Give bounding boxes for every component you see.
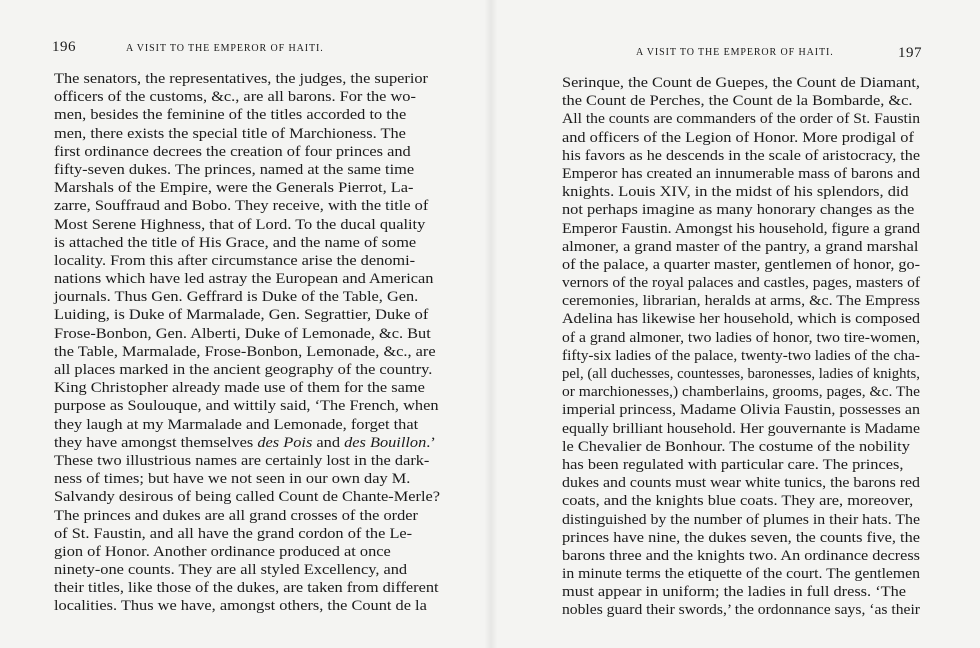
right-text-line-content: ceremonies, librarian, heralds at arms, &c. The Empress	[562, 293, 921, 310]
left-text-line-content: King Christopher already made use of them for the same	[54, 380, 425, 397]
right-text-line-content: has been regulated with particular care. The princes,	[562, 456, 904, 473]
right-text-line-content: All the counts are commanders of the order of St. Faustin	[562, 111, 920, 128]
right-text-line	[562, 220, 920, 238]
right-text-line	[562, 110, 920, 128]
right-text-line-content: in minute terms the etiquette of the court. The gentlemen	[562, 566, 921, 583]
left-text-line	[54, 234, 440, 252]
left-text-line	[54, 579, 440, 597]
left-text-line	[54, 143, 440, 161]
left-text-line	[54, 125, 440, 143]
left-text-line	[54, 507, 440, 525]
right-text-line-content: must appear in uniform; the ladies in full dress. ‘The	[562, 584, 907, 601]
right-text-line	[562, 238, 920, 256]
left-text-line	[54, 525, 440, 543]
right-text-line	[562, 129, 920, 147]
right-text-line-content: fifty-six ladies of the palace, twenty-two ladies of the cha-	[562, 347, 921, 364]
left-text-line-content: their titles, like those of the dukes, are taken from different	[54, 580, 439, 597]
right-text-line	[562, 420, 920, 438]
right-text-line-content: of the palace, a quarter master, gentlemen of honor, go-	[562, 256, 920, 273]
right-text-line	[562, 310, 920, 328]
right-text-line-content: his favors as he descends in the scale of aristocracy, the	[562, 147, 920, 164]
right-text-line	[562, 201, 920, 219]
right-page-number: 197	[898, 45, 922, 61]
italic-des-bouillon: des Bouillon	[344, 434, 427, 451]
italic-line-lead: they have amongst themselves	[54, 434, 258, 451]
left-text-line-content: first ordinance decrees the creation of four princes and	[54, 143, 411, 160]
right-text-line	[562, 474, 920, 492]
right-text-line	[562, 165, 920, 183]
left-text-line	[54, 216, 440, 234]
left-text-line-content: ninety-one counts. They are all styled Excellency, and	[54, 562, 408, 579]
left-text-line-content	[54, 434, 436, 452]
right-text-line	[562, 601, 920, 619]
right-text-line-content: vernors of the royal palaces and castles, pages, masters of	[562, 275, 920, 292]
right-text-line-content: the Count de Perches, the Count de la Bombarde, &c.	[562, 93, 913, 110]
right-text-line	[562, 529, 920, 547]
right-text-line-content: almoner, a grand master of the pantry, a grand marshal	[562, 238, 919, 255]
right-text-line-content: Emperor has created an innumerable mass of barons and	[562, 165, 920, 182]
left-text-line-content: The senators, the representatives, the judges, the superior	[54, 71, 429, 87]
left-text-line	[54, 379, 440, 397]
left-text-line	[54, 88, 440, 106]
right-text-line-content: equally brilliant household. Her gouvernante is Madame	[562, 420, 921, 437]
right-page-body	[562, 74, 920, 620]
right-text-line	[562, 565, 920, 583]
left-text-line-content: localities. Thus we have, amongst others, the Count de la	[54, 598, 427, 615]
right-text-line-content: Adelina has likewise her household, which is composed	[562, 311, 920, 328]
left-page	[0, 0, 488, 648]
left-text-line	[54, 179, 440, 197]
right-text-line	[562, 147, 920, 165]
left-text-line	[54, 252, 440, 270]
right-text-line-content: Emperor Faustin. Amongst his household, figure a grand	[562, 220, 921, 237]
left-text-line-content: fifty-seven dukes. The princes, named at the same time	[54, 161, 415, 178]
italic-des-pois: des Pois	[257, 434, 313, 451]
left-text-line-content: Marshals of the Empire, were the Generals Pierrot, La-	[54, 180, 414, 197]
left-text-line-content: they laugh at my Marmalade and Lemonade, forget that	[54, 416, 419, 433]
right-text-line	[562, 347, 920, 365]
left-text-line-content: Frose-Bonbon, Gen. Alberti, Duke of Lemonade, &c. But	[54, 325, 431, 342]
right-text-line-content: princes have nine, the dukes seven, the counts five, the	[562, 529, 920, 546]
left-text-line	[54, 197, 440, 215]
right-text-line-content: imperial princess, Madame Olivia Faustin, possesses an	[562, 402, 921, 419]
left-text-line	[54, 543, 440, 561]
right-text-line	[562, 511, 920, 529]
right-text-line-content: Serinque, the Count de Guepes, the Count de Diamant,	[562, 75, 921, 91]
right-text-line-content: coats, and the knights blue coats. They are, moreover,	[562, 493, 914, 510]
italic-line-tail: .’	[426, 434, 436, 451]
left-text-line	[54, 270, 440, 288]
left-text-line-content: all places marked in the ancient geography of the country.	[54, 362, 433, 378]
left-text-line-content: gion of Honor. Another ordinance produced at once	[54, 543, 391, 560]
left-text-line	[54, 161, 440, 179]
right-text-line	[562, 183, 920, 201]
left-text-line-content: These two illustrious names are certainly lost in the dark-	[54, 452, 430, 469]
right-text-line-content: not perhaps imagine as many honorary changes as the	[562, 202, 915, 219]
left-text-line	[54, 416, 440, 434]
right-text-line	[562, 329, 920, 347]
right-text-line-content: le Chevalier de Bonhour. The costume of the nobility	[562, 438, 910, 455]
right-text-line-content: nobles guard their swords,’ the ordonnance says, ‘as their	[562, 602, 920, 619]
left-text-line	[54, 488, 440, 506]
left-text-line	[54, 306, 440, 324]
right-text-line	[562, 456, 920, 474]
left-text-line-content: Luiding, is Duke of Marmalade, Gen. Segrattier, Duke of	[54, 307, 429, 324]
right-text-line	[562, 292, 920, 310]
right-text-line	[562, 547, 920, 565]
italic-line-joiner: and	[312, 434, 345, 451]
left-text-line-content: The princes and dukes are all grand crosses of the order	[54, 507, 418, 524]
left-text-line	[54, 434, 440, 452]
left-running-head: A VISIT TO THE EMPEROR OF HAITI.	[126, 43, 324, 54]
left-text-line	[54, 561, 440, 579]
right-running-head: A VISIT TO THE EMPEROR OF HAITI.	[636, 47, 834, 58]
right-text-line	[562, 438, 920, 456]
right-text-line	[562, 365, 920, 383]
right-text-line-content: knights. Louis XIV, in the midst of his splendors, did	[562, 184, 909, 201]
left-text-line	[54, 343, 440, 361]
right-text-line-content: and officers of the Legion of Honor. More prodigal of	[562, 129, 914, 146]
right-text-line	[562, 74, 920, 92]
left-text-line	[54, 452, 440, 470]
right-text-line-content: dukes and counts must wear white tunics, the barons red	[562, 475, 920, 492]
left-text-line	[54, 70, 440, 88]
right-text-line-content: pel, (all duchesses, countesses, baronesses, ladies of knights,	[562, 366, 920, 382]
right-text-line	[562, 274, 920, 292]
left-text-line-content: Most Serene Highness, that of Lord. To the ducal quality	[54, 216, 426, 233]
left-text-line-content: men, besides the feminine of the titles accorded to the	[54, 107, 407, 124]
left-text-line-content: Salvandy desirous of being called Count de Chante-Merle?	[54, 489, 441, 506]
right-text-line-content: of a grand almoner, two ladies of honor, two tire-women,	[562, 329, 921, 346]
left-text-line	[54, 325, 440, 343]
right-text-line	[562, 401, 920, 419]
left-text-line-content: purpose as Soulouque, and wittily said, ‘The French, when	[54, 398, 439, 415]
left-text-line-content: of St. Faustin, and all have the grand cordon of the Le-	[54, 525, 413, 542]
right-text-line	[562, 492, 920, 510]
left-text-line-content: officers of the customs, &c., are all barons. For the wo-	[54, 89, 416, 106]
right-text-line-content: distinguished by the number of plumes in their hats. The	[562, 511, 920, 528]
left-text-line	[54, 361, 440, 379]
left-text-line	[54, 470, 440, 488]
right-text-line	[562, 92, 920, 110]
left-text-line-content: men, there exists the special title of Marchioness. The	[54, 125, 406, 142]
right-text-line	[562, 583, 920, 601]
left-text-line-content: ness of times; but have we not seen in our own day M.	[54, 471, 411, 488]
left-text-line-content: locality. From this after circumstance arise the denomi-	[54, 252, 416, 269]
right-text-line-content: or marchionesses,) chamberlains, grooms, pages, &c. The	[562, 384, 921, 401]
left-text-line	[54, 288, 440, 306]
left-text-line-content: zarre, Souffraud and Bobo. They receive, with the title of	[54, 198, 429, 215]
right-page	[496, 0, 980, 648]
left-text-line	[54, 397, 440, 415]
left-text-line	[54, 106, 440, 124]
left-text-line-content: is attached the title of His Grace, and the name of some	[54, 234, 417, 251]
right-text-line	[562, 383, 920, 401]
right-text-line	[562, 256, 920, 274]
left-text-line-content: nations which have led astray the European and American	[54, 271, 434, 288]
left-text-line-content: journals. Thus Gen. Geffrard is Duke of the Table, Gen.	[54, 289, 419, 306]
right-text-line-content: barons three and the knights two. An ordinance decress	[562, 547, 920, 564]
left-page-body	[54, 70, 440, 616]
left-page-number: 196	[52, 39, 76, 55]
left-text-line	[54, 597, 440, 615]
left-text-line-content: the Table, Marmalade, Frose-Bonbon, Lemonade, &c., are	[54, 343, 436, 360]
